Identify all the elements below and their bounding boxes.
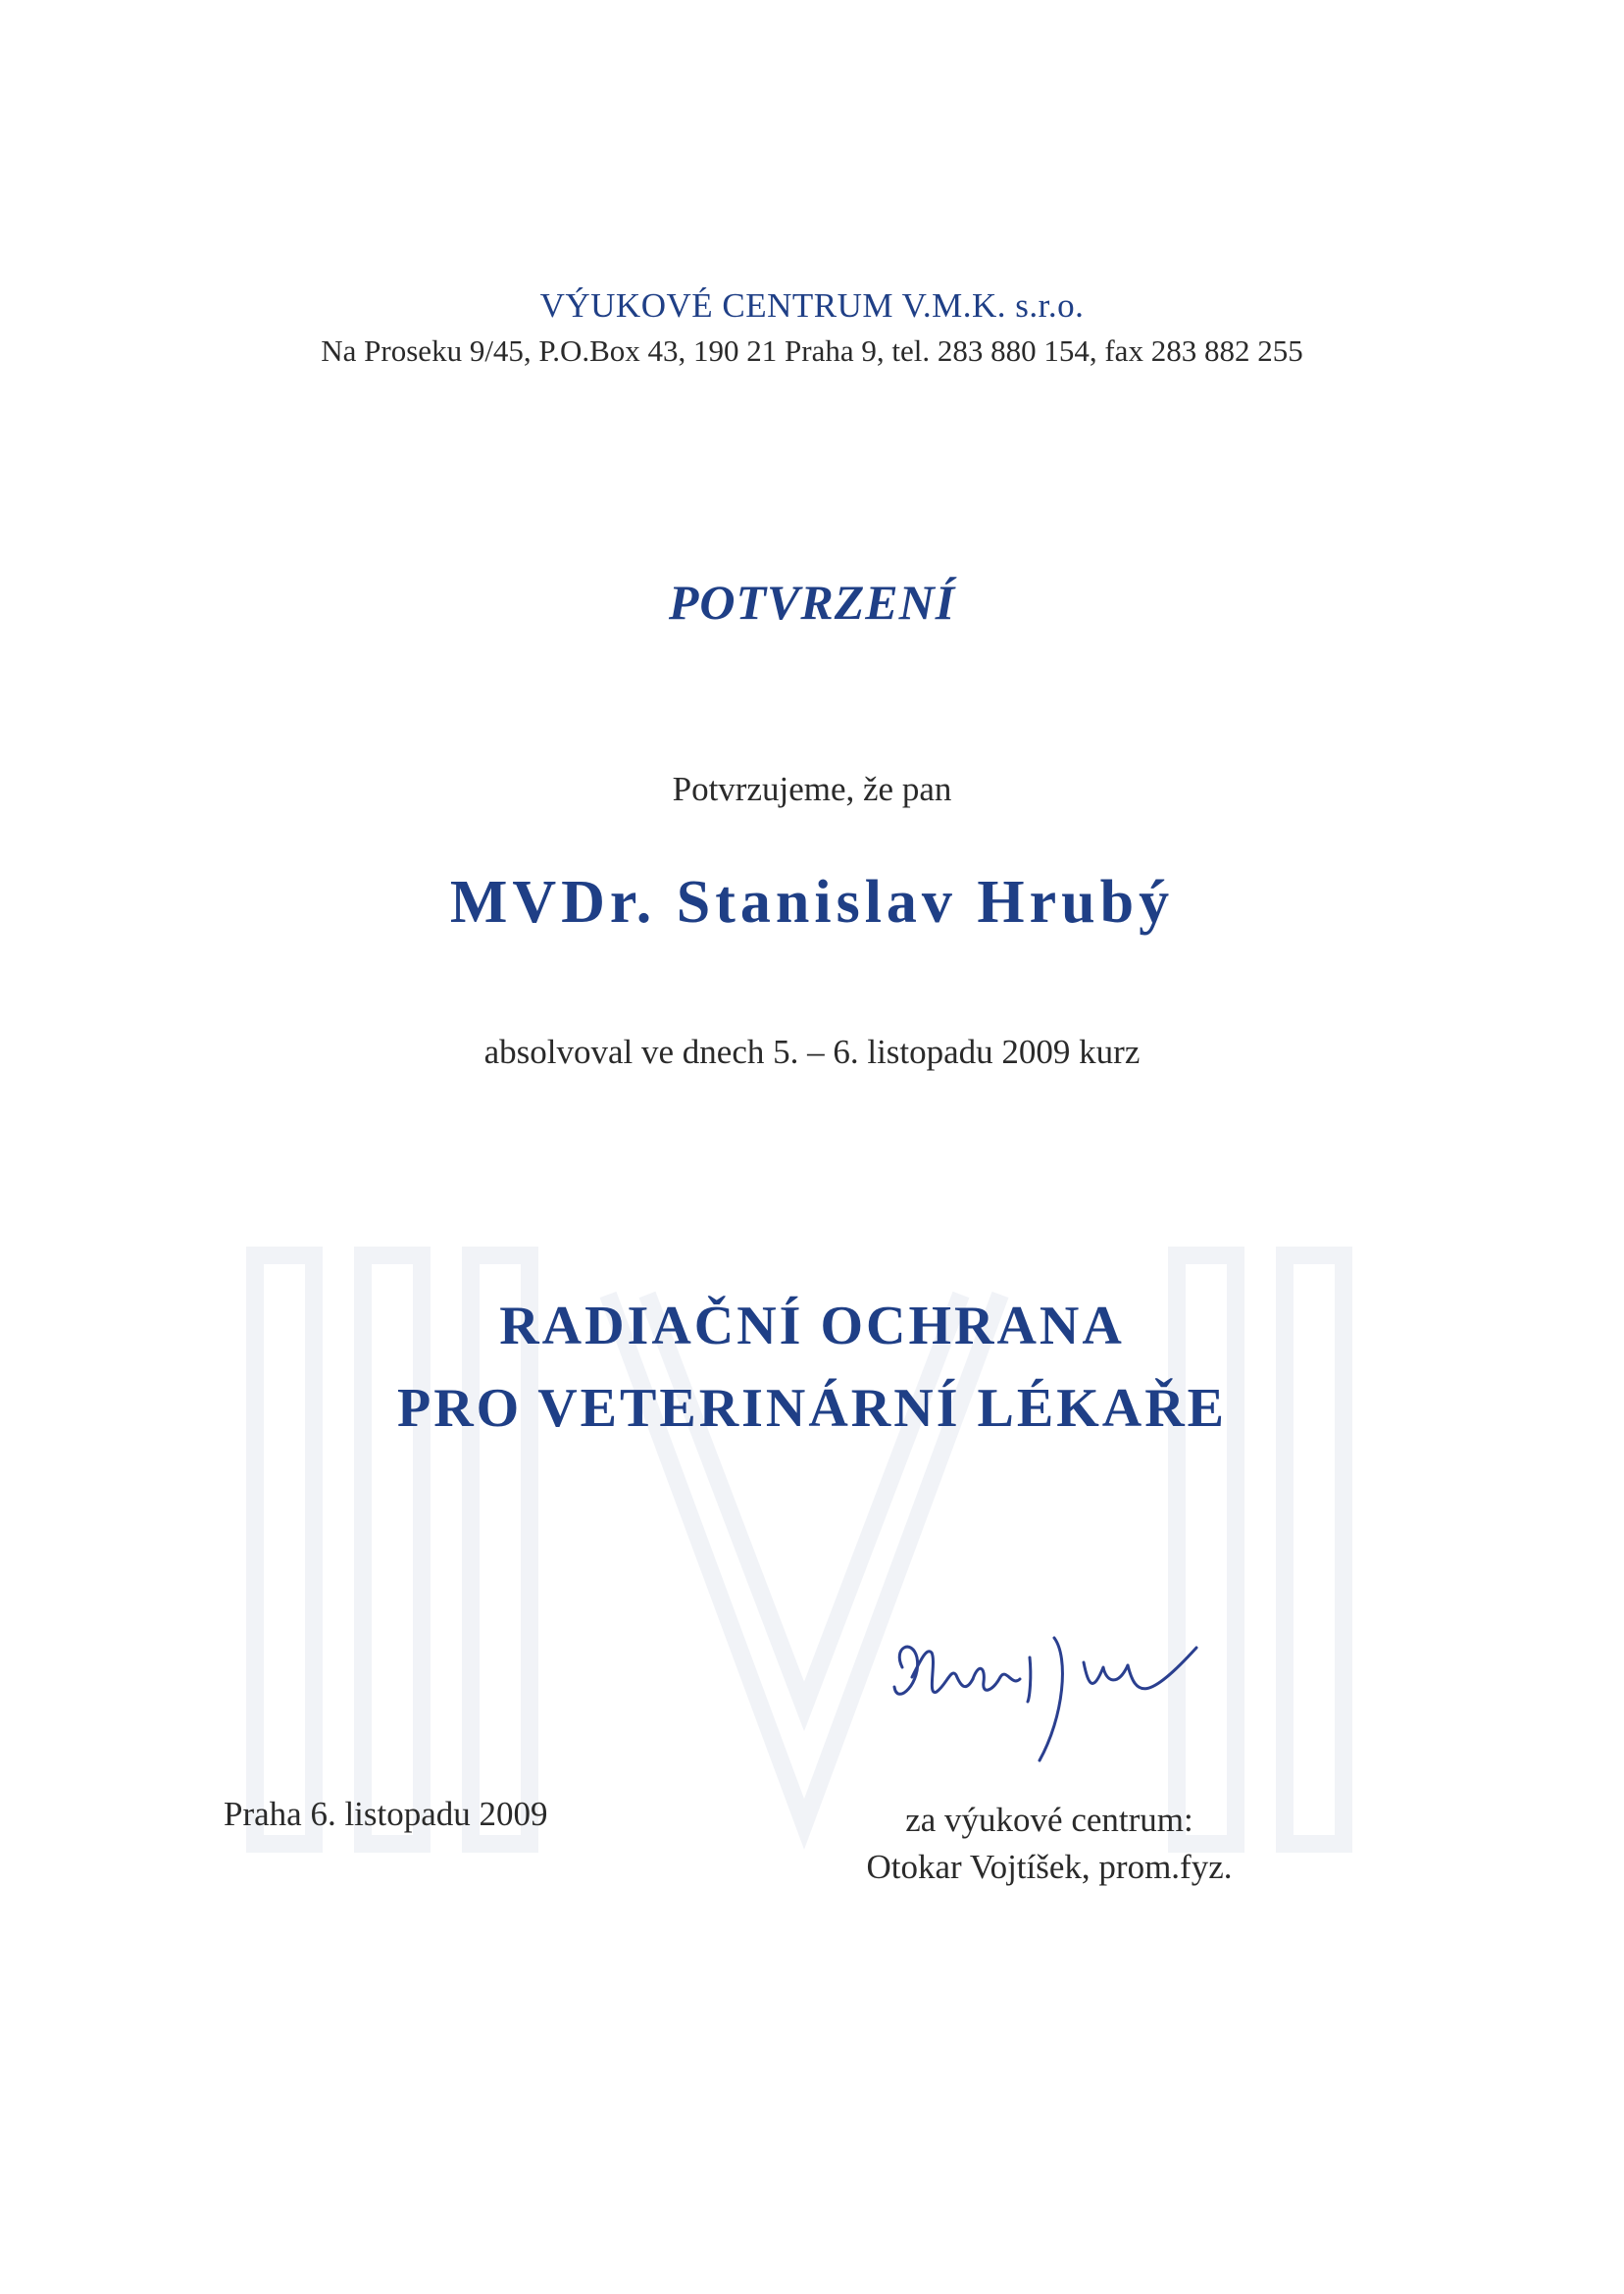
signer-name: Otokar Vojtíšek, prom.fyz. — [866, 1848, 1233, 1886]
signer-role: za výukové centrum: — [905, 1801, 1193, 1839]
course-title-line-2: PRO VETERINÁRNÍ LÉKAŘE — [397, 1378, 1227, 1439]
course-title — [0, 1285, 1624, 1450]
org-name: VÝUKOVÉ CENTRUM V.M.K. s.r.o. — [539, 286, 1085, 325]
handwritten-signature — [883, 1608, 1255, 1775]
org-address: Na Proseku 9/45, P.O.Box 43, 190 21 Praha 9, tel. 283 880 154, fax 283 882 255 — [321, 333, 1303, 368]
place-and-date: Praha 6. listopadu 2009 — [224, 1795, 548, 1833]
course-text: absolvoval ve dnech 5. – 6. listopadu 2009 kurz — [483, 1033, 1141, 1071]
signer-block — [843, 1797, 1255, 1891]
recipient-name: MVDr. Stanislav Hrubý — [449, 869, 1175, 936]
course-title-line-1: RADIAČNÍ OCHRANA — [499, 1296, 1125, 1356]
document-title: POTVRZENÍ — [668, 575, 956, 630]
intro-text: Potvrzujeme, že pan — [672, 770, 952, 808]
